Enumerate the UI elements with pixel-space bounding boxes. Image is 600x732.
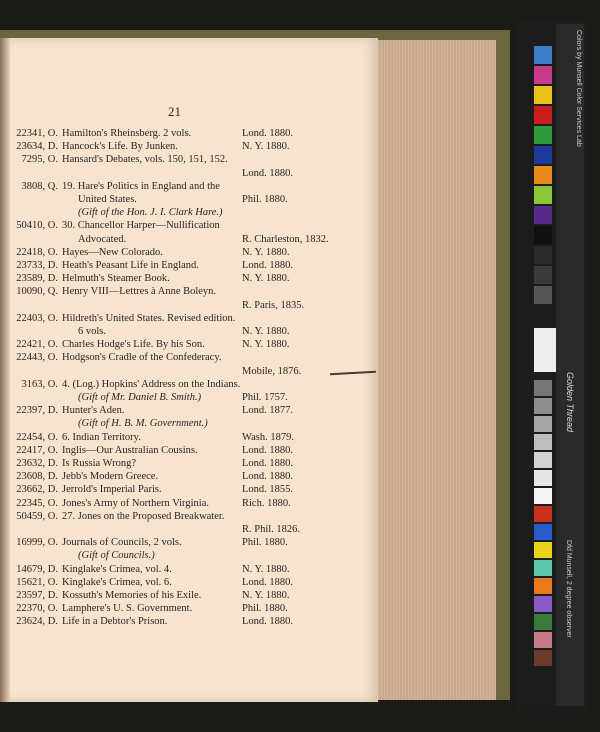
entry-place: N. Y. 1880.: [242, 246, 290, 258]
color-swatch: [534, 470, 552, 486]
entry-number: 23589, D.: [16, 273, 58, 285]
entry-title: 19. Hare's Politics in England and the: [62, 180, 220, 192]
entry-place: R. Charleston, 1832.: [242, 233, 329, 245]
catalog-entry: [0, 339, 330, 353]
entry-title: 6 vols.: [78, 326, 107, 337]
entry-number: 7295, O.: [21, 154, 58, 166]
label-tag: [534, 328, 556, 372]
entry-title: Henry VIII—Lettres à Anne Boleyn.: [62, 286, 217, 298]
entry-title: Jones's Army of Northern Virginia.: [62, 497, 209, 509]
entry-title: 27. Jones on the Proposed Breakwater.: [62, 510, 225, 522]
entry-title: Lamphere's U. S. Government.: [62, 603, 193, 615]
entry-place: Lond. 1880.: [242, 128, 294, 139]
entry-number: 10090, Q.: [16, 286, 58, 298]
entry-title: Kinglake's Crimea, vol. 4.: [62, 563, 172, 575]
catalog-entry: [0, 524, 330, 538]
color-swatch: [534, 126, 552, 144]
catalog-entry: [0, 432, 330, 446]
entry-place: Phil. 1880.: [242, 537, 288, 549]
entry-place: Lond. 1880.: [242, 471, 294, 483]
entry-title: Kossuth's Memories of his Exile.: [62, 590, 202, 601]
catalog-entry: [0, 392, 330, 406]
entry-title: Jebb's Modern Greece.: [62, 471, 159, 483]
ruler-top-text: Colors by Munsell Color Services Lab: [575, 30, 582, 147]
entry-place: Rich. 1880.: [242, 497, 291, 509]
catalog-entry: [0, 577, 330, 591]
catalog-entry: [0, 194, 330, 208]
catalog-entry: [0, 352, 330, 366]
entry-title: Hancock's Life. By Junken.: [62, 141, 178, 153]
entry-title: 6. Indian Territory.: [62, 431, 141, 443]
entry-number: 22345, O.: [16, 497, 58, 509]
entry-place: Lond. 1880.: [242, 616, 294, 628]
catalog-entry: [0, 405, 330, 419]
entry-number: 14679, D.: [16, 563, 58, 575]
golden-thread-label: Golden Thread: [565, 372, 575, 433]
color-swatch: [534, 488, 552, 504]
entry-title: Life in a Debtor's Prison.: [62, 616, 168, 628]
catalog-entry: [0, 286, 330, 300]
catalog-entry: [0, 154, 330, 168]
catalog-entry: [0, 181, 330, 195]
entry-number: 16999, O.: [16, 537, 58, 549]
color-swatch: [534, 380, 552, 396]
color-swatch: [534, 46, 552, 64]
catalog-entry: [0, 366, 330, 380]
entry-number: 22370, O.: [16, 603, 58, 615]
entry-number: 22418, O.: [16, 246, 58, 258]
color-swatch: [534, 186, 552, 204]
entry-place: Mobile, 1876.: [242, 365, 302, 377]
catalog-entry: [0, 498, 330, 512]
catalog-entry: [0, 247, 330, 261]
catalog-entry: [0, 418, 330, 432]
entry-title: 30. Chancellor Harper—Nullification: [62, 220, 220, 232]
entry-title: Hamilton's Rheinsberg. 2 vols.: [62, 128, 192, 139]
color-swatch: [534, 578, 552, 594]
entry-title: Hansard's Debates, vols. 150, 151, 152.: [62, 154, 228, 166]
entry-number: 50410, O.: [16, 220, 58, 232]
color-swatch: [534, 560, 552, 576]
color-swatch: [534, 524, 552, 540]
entry-title: Hodgson's Cradle of the Confederacy.: [62, 352, 222, 364]
entry-place: Phil. 1757.: [242, 392, 288, 403]
entry-number: 23624, D.: [16, 616, 58, 628]
entry-number: 23733, D.: [16, 260, 58, 271]
entry-title: 4. (Log.) Hopkins' Address on the Indians.: [62, 378, 241, 390]
entry-place: Lond. 1880.: [242, 260, 294, 271]
catalog-entry: [0, 168, 330, 182]
ruler-bottom-text: Dfd Munsell, 2 degree observer: [565, 540, 572, 638]
entry-place: N. Y. 1880.: [242, 339, 290, 351]
entry-place: N. Y. 1880.: [242, 141, 290, 153]
entry-place: Lond. 1880.: [242, 444, 294, 456]
entry-title: (Gift of Mr. Daniel B. Smith.): [78, 392, 202, 403]
catalog-entry: [0, 603, 330, 617]
entry-number: 22443, O.: [16, 352, 58, 364]
entry-title: Charles Hodge's Life. By his Son.: [62, 339, 205, 351]
color-swatch: [534, 596, 552, 612]
entry-title: Jerrold's Imperial Paris.: [62, 484, 162, 496]
catalog-entry: [0, 207, 330, 221]
color-swatch: [534, 106, 552, 124]
color-swatch: [534, 66, 552, 84]
color-swatch: [534, 246, 552, 264]
entry-number: 22417, O.: [16, 444, 58, 456]
catalog-entry: [0, 379, 330, 393]
catalog-entry: [0, 537, 330, 551]
entry-title: (Gift of H. B. M. Government.): [78, 418, 208, 430]
color-swatch: [534, 166, 552, 184]
page-edges: [378, 40, 496, 700]
entry-place: Phil. 1880.: [242, 194, 288, 205]
entry-title: Hayes—New Colorado.: [62, 246, 163, 258]
entry-title: Is Russia Wrong?: [62, 458, 137, 469]
entry-number: 22421, O.: [16, 339, 58, 351]
color-swatch: [534, 286, 552, 304]
entry-number: 3163, O.: [21, 378, 58, 390]
color-swatch: [534, 434, 552, 450]
entry-place: R. Paris, 1835.: [242, 299, 305, 311]
catalog-entry: [0, 511, 330, 525]
entry-place: Lond. 1877.: [242, 405, 294, 417]
catalog-entry: [0, 141, 330, 155]
catalog-entry: [0, 471, 330, 485]
entry-title: United States.: [78, 194, 137, 205]
entry-number: 23632, D.: [16, 458, 58, 469]
catalog-entry: [0, 550, 330, 564]
catalog-entry: [0, 313, 330, 327]
color-swatch: [534, 226, 552, 244]
entry-title: Hildreth's United States. Revised edition.: [62, 312, 236, 324]
entry-place: N. Y. 1880.: [242, 273, 290, 285]
entry-number: 3808, Q.: [21, 180, 58, 192]
entry-number: 23597, D.: [16, 590, 58, 601]
entry-place: Lond. 1880.: [242, 458, 294, 469]
catalog-entry: [0, 484, 330, 498]
catalog-entry: [0, 260, 330, 274]
color-swatch: [534, 416, 552, 432]
entry-number: 22341, O.: [16, 128, 58, 139]
catalog-entry: [0, 616, 330, 630]
catalog-entry: [0, 326, 330, 340]
color-swatch: [534, 614, 552, 630]
entry-number: 22403, O.: [16, 312, 58, 324]
catalog-entry: [0, 445, 330, 459]
entry-place: Lond. 1855.: [242, 484, 294, 496]
catalog-entry: [0, 300, 330, 314]
page-number: 21: [168, 104, 181, 119]
entry-title: Helmuth's Steamer Book.: [62, 273, 170, 285]
entry-number: 22454, O.: [16, 431, 58, 443]
catalog-entry: [0, 458, 330, 472]
entry-number: 23662, D.: [16, 484, 58, 496]
entry-title: Inglis—Our Australian Cousins.: [62, 444, 198, 456]
entry-place: Phil. 1880.: [242, 603, 288, 615]
entry-number: 22397, D.: [16, 405, 58, 417]
entry-place: Lond. 1880.: [242, 576, 294, 588]
color-swatch: [534, 146, 552, 164]
entry-title: Kinglake's Crimea, vol. 6.: [62, 576, 172, 588]
color-swatch: [534, 506, 552, 522]
entry-number: 23634, D.: [16, 141, 58, 153]
catalog-entry: [0, 564, 330, 578]
color-swatch: [534, 398, 552, 414]
entry-title: (Gift of the Hon. J. I. Clark Hare.): [78, 207, 223, 219]
entry-number: 50459, O.: [16, 510, 58, 522]
entry-title: (Gift of Councils.): [78, 550, 155, 562]
entry-place: N. Y. 1880.: [242, 563, 290, 575]
entry-place: R. Phil. 1826.: [242, 524, 301, 535]
color-swatch: [534, 266, 552, 284]
catalog-entry: [0, 273, 330, 287]
color-swatch: [534, 452, 552, 468]
catalog-entry: [0, 590, 330, 604]
entry-place: N. Y. 1880.: [242, 590, 290, 601]
color-swatch: [534, 86, 552, 104]
color-swatch: [534, 542, 552, 558]
catalog-entry: [0, 234, 330, 248]
entry-place: Lond. 1880.: [242, 167, 294, 179]
catalog-entry: [0, 220, 330, 234]
entry-title: Advocated.: [78, 233, 127, 245]
entry-title: Journals of Councils, 2 vols.: [62, 537, 182, 549]
color-swatch: [534, 632, 552, 648]
entry-title: Hunter's Aden.: [62, 405, 125, 417]
entry-title: Heath's Peasant Life in England.: [62, 260, 199, 271]
entry-number: 15621, O.: [16, 576, 58, 588]
color-swatch: [534, 206, 552, 224]
entry-number: 23608, D.: [16, 471, 58, 483]
color-swatch: [534, 650, 552, 666]
catalog-entry: [0, 128, 330, 142]
entry-place: Wash. 1879.: [242, 431, 294, 443]
entry-place: N. Y. 1880.: [242, 326, 290, 337]
